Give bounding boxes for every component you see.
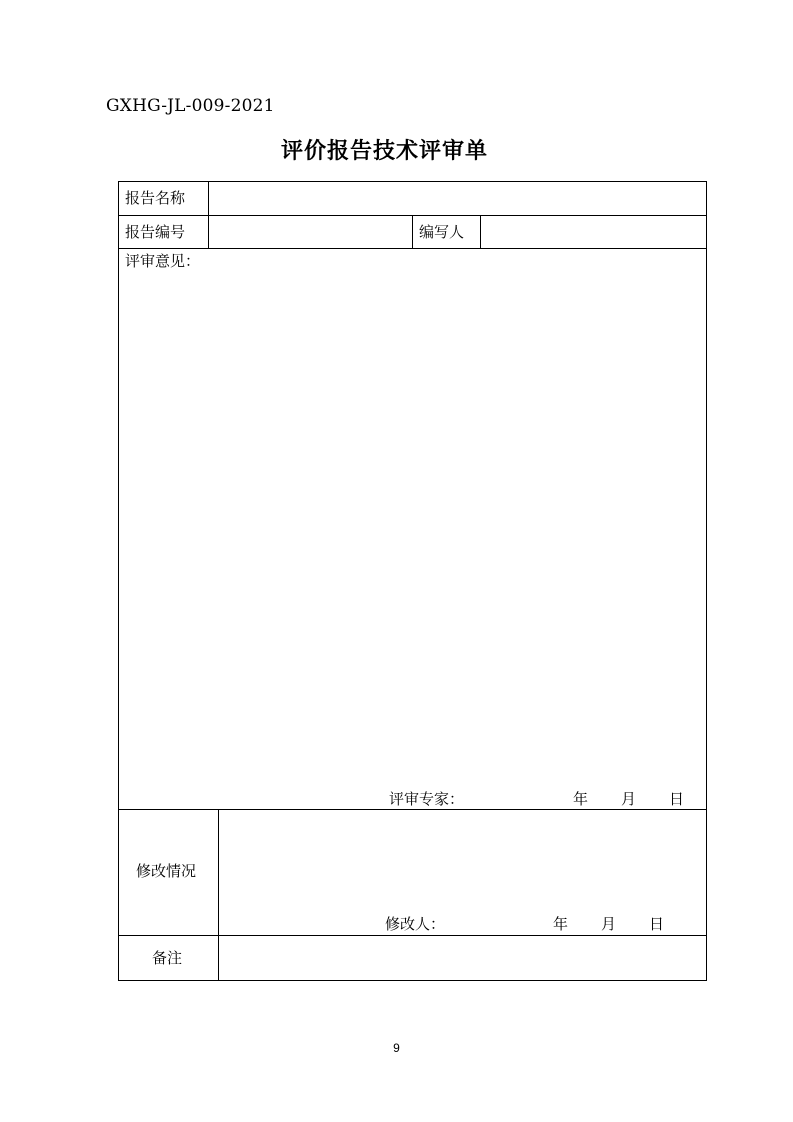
revision-date-year: 年 xyxy=(553,915,569,933)
report-number-field[interactable] xyxy=(209,216,412,248)
review-expert-label: 评审专家： xyxy=(389,790,465,808)
page-title-text: 评价报告技术评审单 xyxy=(280,138,488,164)
remarks-label: 备注 xyxy=(152,949,183,967)
report-name-field[interactable] xyxy=(209,182,706,215)
author-label: 编写人 xyxy=(419,223,465,241)
revision-area[interactable] xyxy=(219,810,706,910)
review-date-month: 月 xyxy=(621,790,637,808)
review-date-day: 日 xyxy=(669,790,685,808)
review-date-year: 年 xyxy=(573,790,589,808)
review-opinion-label: 评审意见： xyxy=(125,252,201,270)
table-border-right xyxy=(706,181,707,981)
page-title xyxy=(0,134,793,165)
report-number-label: 报告编号 xyxy=(125,223,186,241)
table-col-divider xyxy=(412,215,413,249)
review-opinion-area[interactable] xyxy=(119,272,706,782)
remarks-field[interactable] xyxy=(219,936,706,980)
revision-label: 修改情况 xyxy=(136,862,197,880)
revision-date-day: 日 xyxy=(649,915,665,933)
author-field[interactable] xyxy=(481,216,706,248)
reviser-label: 修改人： xyxy=(385,915,446,933)
table-border-bottom xyxy=(118,980,707,981)
page-number: 9 xyxy=(393,1041,400,1055)
revision-date-month: 月 xyxy=(601,915,617,933)
report-name-label: 报告名称 xyxy=(125,189,186,207)
document-code: GXHG-JL-009-2021 xyxy=(106,96,275,116)
